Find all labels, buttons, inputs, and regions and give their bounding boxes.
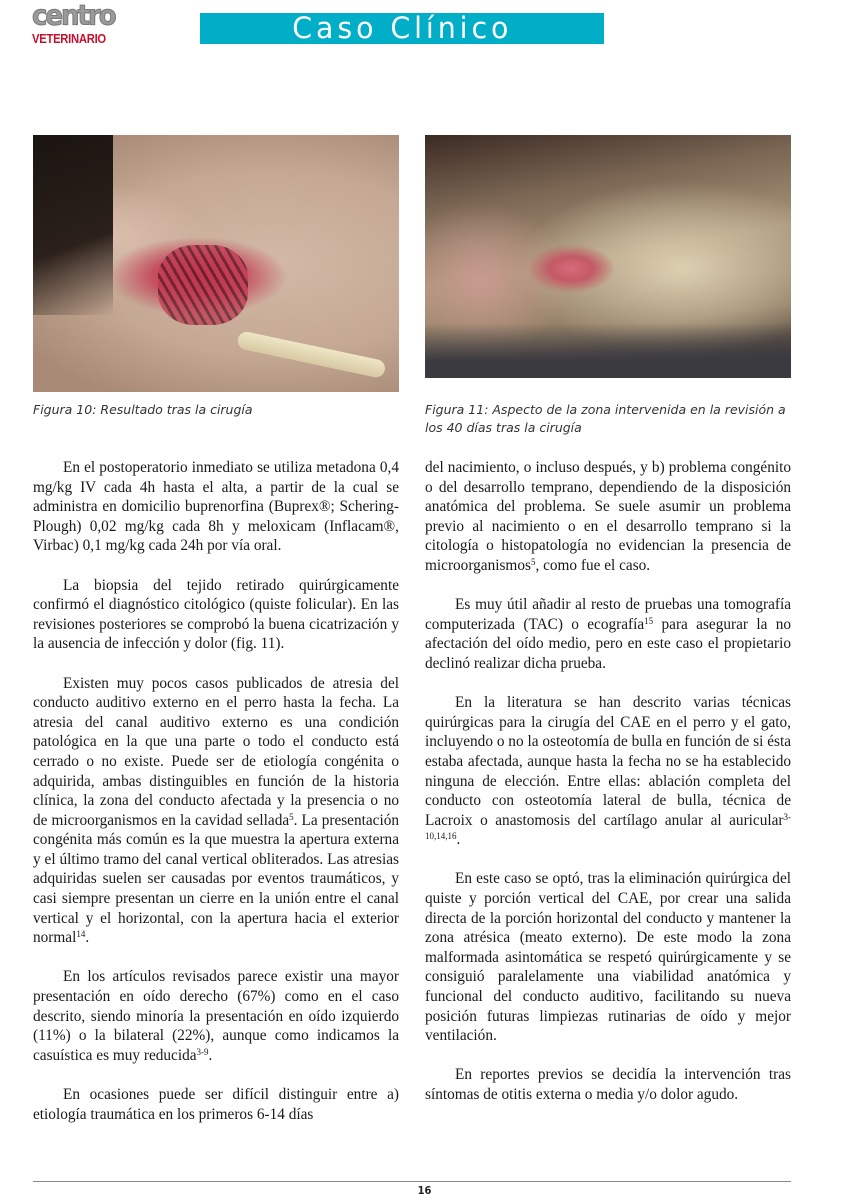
- paragraph: En ocasiones puede ser difícil distinguir entre a) etiología traumática en los primeros 6-14 días: [33, 1086, 399, 1123]
- logo-wordmark-veterinario: VETERINARIO: [32, 32, 106, 46]
- section-banner: [200, 13, 604, 44]
- publication-logo: [30, 0, 130, 46]
- photo-suture-area: [158, 245, 248, 325]
- figure-10-caption: Figura 10: Resultado tras la cirugía: [33, 402, 253, 417]
- logo-wordmark-centro: centro: [32, 0, 115, 32]
- paragraph: En este caso se optó, tras la eliminación quirúrgica del quiste y porción vertical del CAE, por crear una salida directa de la porción horizontal del conducto y mantener la zona atrésica (meato externo). De este modo la zona malformada asintomática se respetó quirúrgicamente y se consiguió paralelamente una viabilidad anatómica y funcional del conducto auditivo, facilitando su nueva posición futuras limpiezas rutinarias de oído y mejor ventilación.: [425, 870, 791, 1045]
- paragraph-text: , como fue el caso.: [535, 556, 651, 574]
- paragraph-text: . La presentación congénita más común es la que muestra la apertura externa y el último tramo del canal vertical obliterados. Las atresias adquiridas suelen ser causadas por eventos traumáticos, y casi siempre presentan un cierre en la unión entre el canal vertical y el horizontal, con la apertura hacia el exterior normal: [33, 811, 399, 947]
- paragraph-text: En los artículos revisados parece existir una mayor presentación en oído derecho (67%) como en el caso descrito, siendo minoría la presentación en oído izquierdo (11%) o la bilateral (22%), aunque como indicamos la casuística es muy reducida: [33, 968, 399, 1064]
- paragraph: [425, 693, 791, 850]
- paragraph-text: Es muy útil añadir al resto de pruebas una tomografía computerizada (TAC) o ecografía: [425, 596, 791, 633]
- paragraph: [33, 674, 399, 948]
- paragraph: [425, 595, 791, 673]
- paragraph-text: Existen muy pocos casos publicados de atresia del conducto auditivo externo en el perro hasta la fecha. La atresia del canal auditivo externo es una condición patológica en la que una parte o todo el conducto está cerrado o no existe. Puede ser de etiología congénita o adquirida, ambas distinguibles en función de la historia clínica, la zona del conducto afectada y la presencia o no de microorganismos en la cavidad sellada: [33, 674, 399, 829]
- photo-drain-tube: [236, 330, 386, 379]
- paragraph: La biopsia del tejido retirado quirúrgicamente confirmó el diagnóstico citológico (quiste folicular). En las revisiones posteriores se comprobó la buena cicatrización y la ausencia de infección y dolor (fig. 11).: [33, 576, 399, 653]
- paragraph-text: .: [85, 929, 90, 947]
- page-number: 16: [417, 1184, 432, 1197]
- reference-superscript: 5: [530, 556, 536, 567]
- photo-bottom-shadow: [425, 323, 791, 378]
- paragraph-text: .: [456, 831, 461, 849]
- paragraph-text: En la literatura se han descrito varias técnicas quirúrgicas para la cirugía del CAE en el perro y el gato, incluyendo o no la osteotomía de bulla en función de si ésta estaba afectada, aunque hasta la fecha no se ha establecido ninguna de elección. Entre ellas: ablación completa del conducto con osteotomía lateral de bulla, técnica de Lacroix o anastomosis del cartílago anular al auricular: [425, 694, 791, 829]
- reference-superscript: 3-10,14,16: [425, 811, 791, 842]
- reference-superscript: 15: [644, 615, 654, 626]
- article-column-left: [33, 458, 399, 1144]
- reference-superscript: 5: [289, 811, 294, 822]
- paragraph: [425, 458, 791, 576]
- figure-11-photo: [425, 135, 791, 378]
- figure-10-photo: [33, 135, 399, 392]
- figure-11-caption: Figura 11: Aspecto de la zona intervenida en la revisión a los 40 días tras la cirugía: [425, 402, 786, 435]
- paragraph: En reportes previos se decidía la intervención tras síntomas de otitis externa o media y/o dolor agudo.: [425, 1066, 791, 1103]
- paragraph-text: del nacimiento, o incluso después, y b) problema congénito o del desarrollo temprano, dependiendo de la disposición anatómica del problema. Se suele asumir un problema previo al nacimiento o en el desarrollo temprano si la citología o histopatología no evidencian la presencia de microorganismos: [425, 459, 791, 574]
- paragraph: En el postoperatorio inmediato se utiliza metadona 0,4 mg/kg IV cada 4h hasta el alta, a partir de la cual se administra en domicilio buprenorfina (Buprex®; Schering-Plough) 0,02 mg/kg cada 8h y meloxicam (Inflacam®, Virbac) 0,1 mg/kg cada 24h por vía oral.: [33, 459, 399, 555]
- photo-background-shadow: [33, 135, 113, 315]
- paragraph-text: para asegurar la no afectación del oído medio, pero en este caso el propietario declinó realizar dicha prueba.: [425, 615, 792, 672]
- section-title: Caso Clínico: [291, 11, 513, 45]
- reference-superscript: 3-9: [196, 1046, 209, 1057]
- paragraph: [33, 967, 399, 1065]
- paragraph-text: .: [208, 1046, 213, 1064]
- reference-superscript: 14: [76, 929, 86, 940]
- article-column-right: [425, 458, 791, 1124]
- footer-divider: [33, 1181, 791, 1182]
